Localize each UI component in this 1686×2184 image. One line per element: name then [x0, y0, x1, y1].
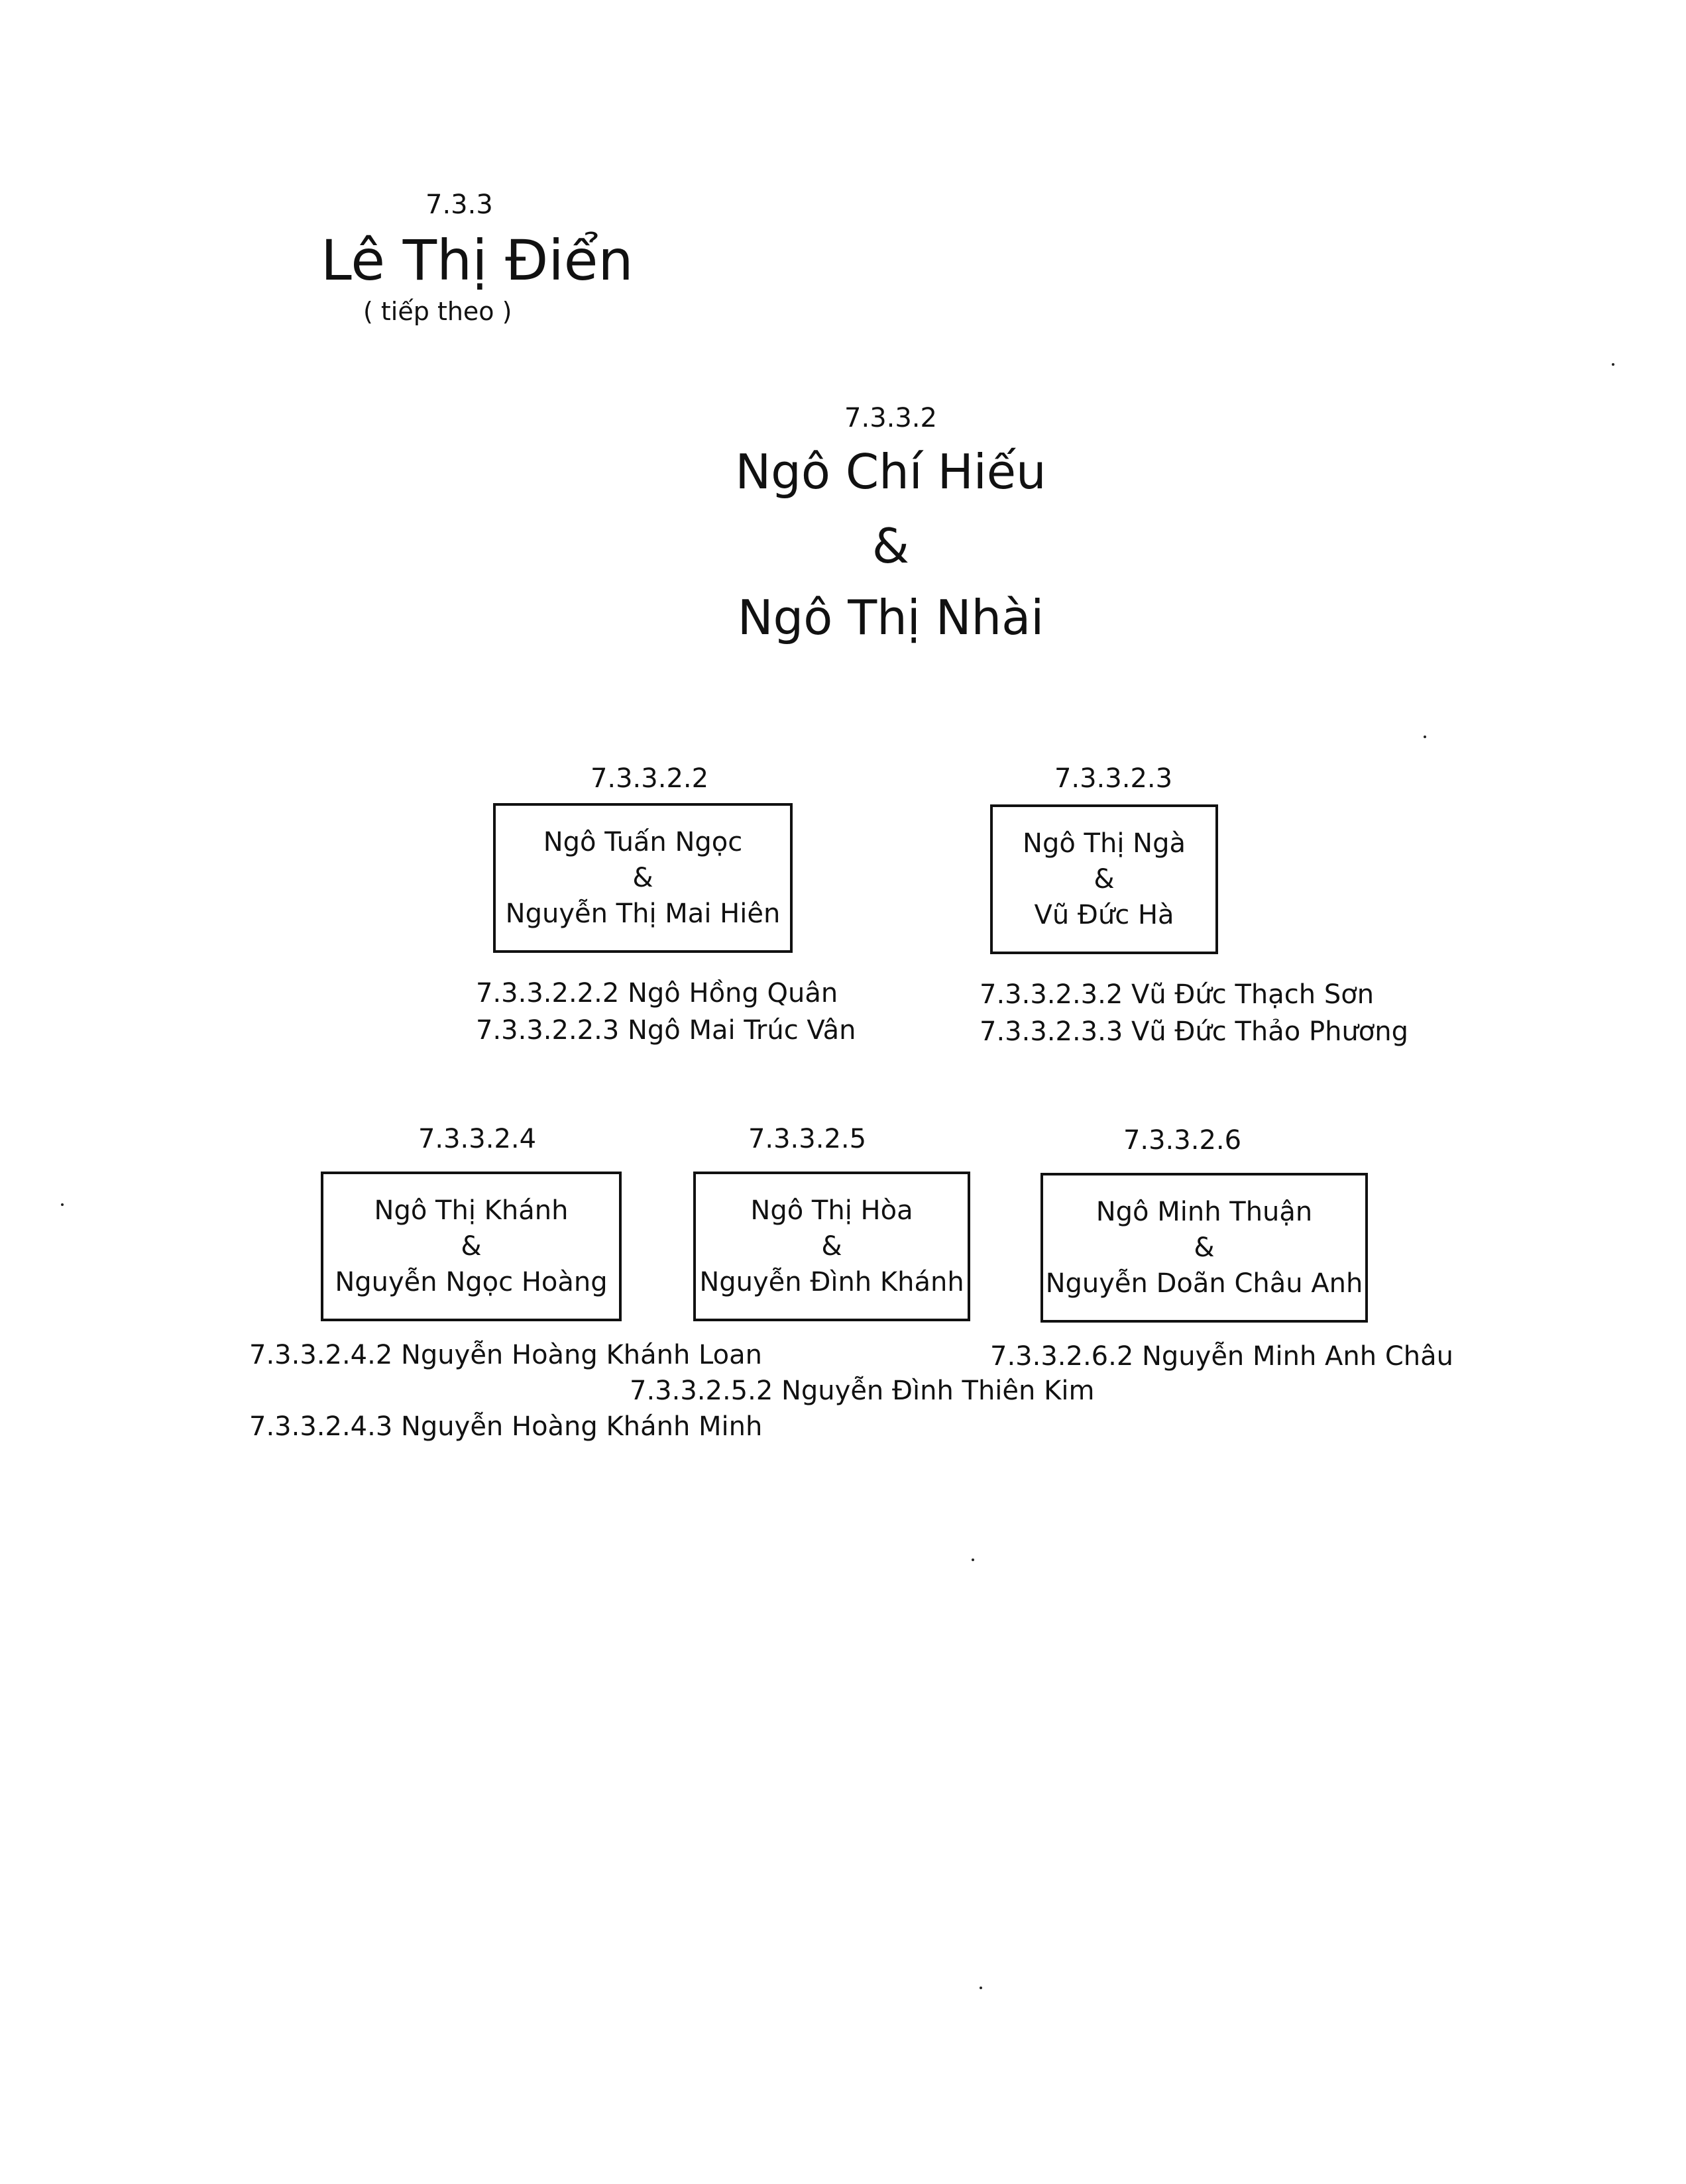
family-number: 7.3.3.2.3	[1054, 763, 1173, 794]
family-number: 7.3.3.2.5	[748, 1124, 867, 1154]
family-box	[493, 803, 793, 953]
family-number: 7.3.3.2.6	[1123, 1125, 1242, 1156]
child-entry: 7.3.3.2.4.3 Nguyễn Hoàng Khánh Minh	[249, 1411, 763, 1442]
family-box	[693, 1172, 970, 1321]
header-name: Lê Thị Điển	[321, 228, 634, 293]
family-partner-1: Ngô Thị Khánh	[374, 1195, 569, 1226]
couple-number: 7.3.3.2	[844, 403, 937, 433]
scan-speck	[972, 1558, 974, 1561]
family-amp: &	[1094, 864, 1115, 895]
family-box	[990, 804, 1218, 954]
family-partner-1: Ngô Thị Ngà	[1023, 828, 1186, 859]
family-partner-2: Nguyễn Ngọc Hoàng	[335, 1267, 608, 1297]
family-amp: &	[632, 863, 653, 893]
scan-speck	[1612, 363, 1614, 366]
child-entry: 7.3.3.2.2.3 Ngô Mai Trúc Vân	[476, 1015, 856, 1046]
child-entry: 7.3.3.2.4.2 Nguyễn Hoàng Khánh Loan	[249, 1340, 762, 1370]
couple-husband: Ngô Chí Hiếu	[735, 444, 1046, 500]
family-partner-1: Ngô Thị Hòa	[750, 1195, 913, 1226]
family-box	[321, 1172, 622, 1321]
child-entry: 7.3.3.2.3.3 Vũ Đức Thảo Phương	[980, 1016, 1408, 1047]
child-entry: 7.3.3.2.5.2 Nguyễn Đình Thiên Kim	[630, 1376, 1095, 1406]
child-entry: 7.3.3.2.3.2 Vũ Đức Thạch Sơn	[980, 979, 1375, 1010]
family-amp: &	[821, 1231, 842, 1262]
family-amp: &	[1194, 1232, 1215, 1263]
family-partner-1: Ngô Minh Thuận	[1096, 1197, 1313, 1227]
family-partner-2: Nguyễn Doãn Châu Anh	[1045, 1268, 1363, 1299]
scan-speck	[980, 1987, 982, 1989]
family-partner-2: Nguyễn Thị Mai Hiên	[505, 899, 781, 929]
child-entry: 7.3.3.2.6.2 Nguyễn Minh Anh Châu	[990, 1341, 1453, 1372]
family-amp: &	[461, 1231, 482, 1262]
header-continued: ( tiếp theo )	[363, 297, 512, 326]
family-number: 7.3.3.2.2	[590, 763, 709, 794]
family-partner-2: Nguyễn Đình Khánh	[699, 1267, 964, 1297]
couple-amp: &	[871, 518, 910, 574]
couple-wife: Ngô Thị Nhài	[737, 590, 1044, 645]
scan-speck	[61, 1203, 64, 1206]
scan-speck	[1424, 736, 1426, 738]
child-entry: 7.3.3.2.2.2 Ngô Hồng Quân	[476, 978, 838, 1009]
family-partner-1: Ngô Tuấn Ngọc	[543, 827, 743, 857]
header-number: 7.3.3	[425, 190, 493, 220]
family-partner-2: Vũ Đức Hà	[1034, 900, 1174, 930]
family-box	[1040, 1173, 1368, 1323]
family-number: 7.3.3.2.4	[418, 1124, 537, 1154]
